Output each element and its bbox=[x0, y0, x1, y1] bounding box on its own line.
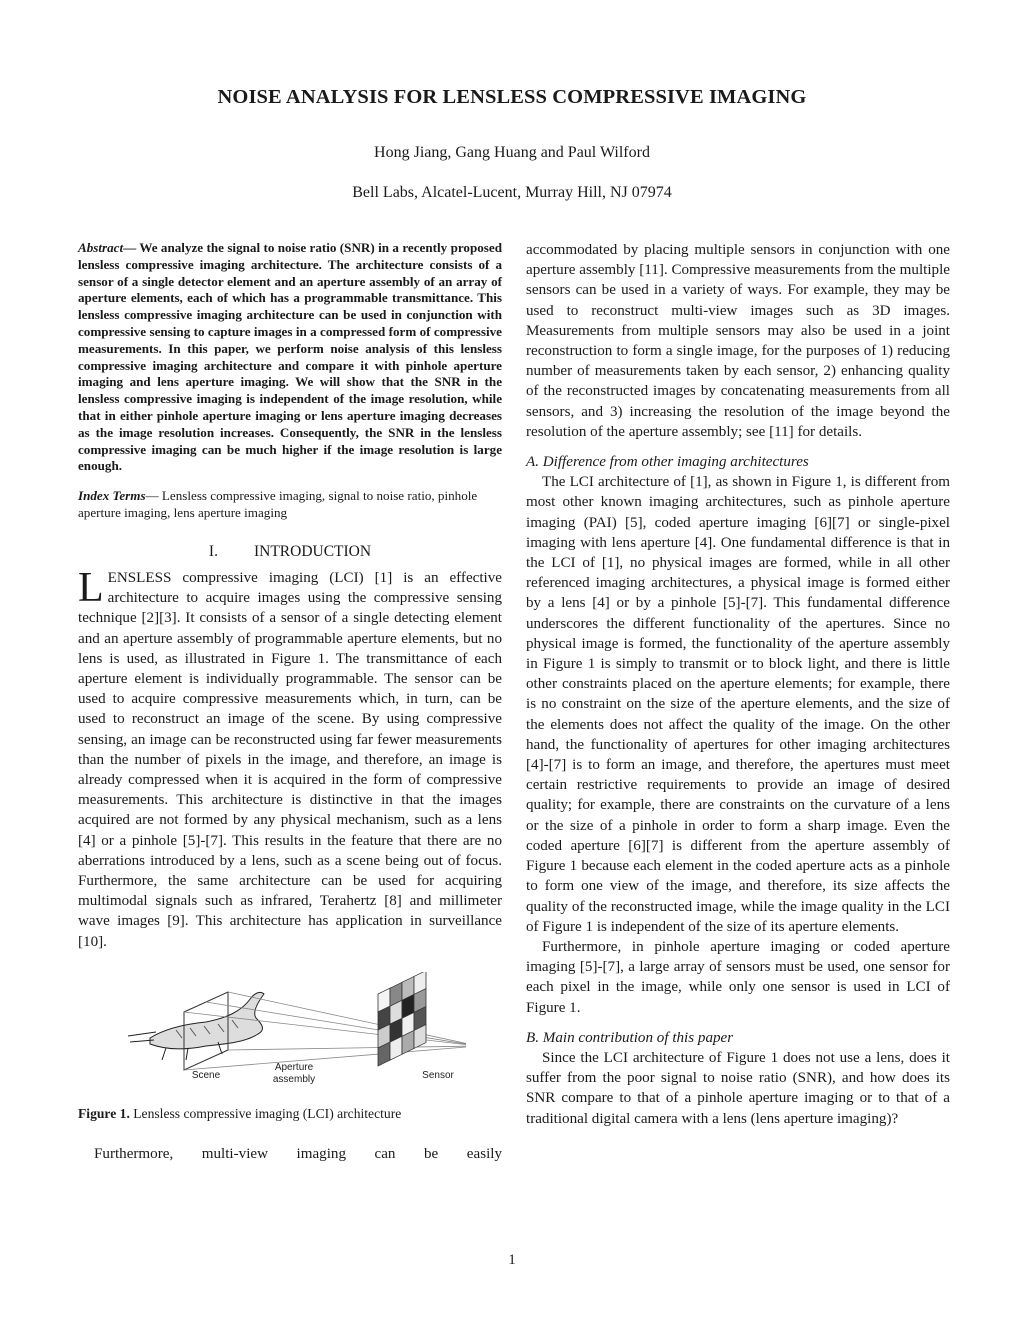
abstract bbox=[78, 240, 502, 475]
label-aperture-line2: assembly bbox=[272, 1073, 316, 1085]
label-aperture-line1: Aperture bbox=[274, 1061, 314, 1073]
figure-caption-text: Lensless compressive imaging (LCI) architecture bbox=[129, 1105, 402, 1121]
lci-architecture-diagram bbox=[126, 972, 466, 1092]
aperture-assembly bbox=[378, 972, 426, 1066]
intro-smallcaps: ENSLESS bbox=[107, 569, 172, 586]
right-column bbox=[526, 240, 950, 1129]
multiview-paragraph: accommodated by placing multiple sensors in conjunction with one aperture assembly [11]. Compressive measurements from the multiple sensors can be used in a variety of ways. For example, they may be used to reconstruct multi-view images such as 3D images. Measurements from multiple sensors may also be used in a joint reconstruction to form a single image, for the purposes of 1) reducing number of measurements taken by each sensor, 2) enhancing quality of the reconstructed images by concatenating measurements from all sensors, and 3) increasing the resolution of the image beyond the resolution of the aperture assembly; see [11] for details. bbox=[526, 242, 950, 440]
section-title: INTRODUCTION bbox=[253, 542, 372, 560]
section-heading-introduction bbox=[78, 542, 502, 562]
section-number: I. bbox=[208, 542, 218, 560]
label-sensor: Sensor bbox=[422, 1069, 454, 1081]
index-terms-lead: Index Terms bbox=[78, 488, 146, 504]
subsection-a-heading: A. Difference from other imaging architectures bbox=[526, 454, 809, 471]
intro-paragraph bbox=[78, 564, 502, 952]
page-number: 1 bbox=[508, 1252, 516, 1268]
figure-caption-label: Figure 1. bbox=[78, 1105, 130, 1121]
left-final-line: Furthermore, multi-view imaging can be easily bbox=[94, 1146, 502, 1163]
paper-title: NOISE ANALYSIS FOR LENSLESS COMPRESSIVE IMAGING bbox=[217, 86, 807, 108]
subsection-b-heading: B. Main contribution of this paper bbox=[526, 1029, 734, 1046]
intro-text: compressive imaging (LCI) [1] is an effective architecture to acquire images using the compressive sensing technique [2][3]. It consists of a sensor of a single detecting element and an aperture assembly of programmable aperture elements, but no lens is used, as illustrated in Figure 1. The transmittance of each aperture element is individually programmable. The sensor can be used to acquire compressive measurements which, in turn, can be used to reconstruct an image of the scene. By using compressive sensing, an image can be reconstructed using far fewer measurements than the number of pixels in the image, and therefore, an image is already compressed when it is acquired in the form of compressive measurements. This architecture is distinctive in that the images acquired are not formed by any physical mechanism, such as a lens [4] or a pinhole [5]-[7]. This results in the feature that there are no aberrations introduced by a lens, such as a scene being out of focus. Furthermore, the same architecture can be used for acquiring multimodal signals such as infrared, Terahertz [8] and millimeter wave images [9]. This architecture has application in surveillance [10]. bbox=[78, 569, 502, 950]
figure-caption bbox=[78, 1104, 502, 1124]
left-column bbox=[78, 240, 502, 1164]
abstract-dash: — bbox=[123, 240, 140, 255]
index-terms-dash: — bbox=[145, 488, 162, 504]
contribution-paragraph: Since the LCI architecture of Figure 1 does not use a lens, does it suffer from the poor signal to noise ratio (SNR), and how does its SNR compare to that of a pinhole aperture imaging or to that of a traditional digital camera with a lens (lens aperture imaging)? bbox=[526, 1049, 950, 1127]
index-terms-text: Lensless compressive imaging, signal to noise ratio, pinhole aperture imaging, lens aperture imaging bbox=[78, 488, 478, 520]
index-terms bbox=[78, 488, 502, 522]
drop-cap: L bbox=[78, 564, 104, 611]
affiliation: Bell Labs, Alcatel-Lucent, Murray Hill, NJ 07974 bbox=[352, 184, 672, 201]
difference-paragraph: The LCI architecture of [1], as shown in Figure 1, is different from most other known imaging architectures, such as pinhole aperture imaging (PAI) [5], coded aperture imaging [6][7] or single-pixel imaging with lens aperture [4]. One fundamental difference is that in the LCI of [1], no physical images are formed, while in all other referenced imaging architectures, a physical image is formed either by a lens [4] or by a pinhole [5]-[7]. This fundamental difference underscores the different functionality of the apertures. Since no physical image is formed, the functionality of the aperture assembly in Figure 1 is simply to transmit or to block light, and there is little other constraints placed on the aperture elements; for example, there is no constraint on the size of the aperture elements, and the size of the elements does not affect the quality of the image. On the other hand, the functionality of apertures for other imaging architectures [4]-[7] is to form an image, and therefore, the apertures must meet certain restrictive requirements to provide an image of desired quality; for example, there are constraints on the curvature of a lens or the size of a pinhole in order to form a sharp image. Even the coded aperture [6][7] is different from the aperture assembly of Figure 1 because each element in the coded aperture acts as a pinhole to form one view of the image, and therefore, its size affects the quality of the reconstructed image, while the image quality in the LCI of Figure 1 is independent of the size of its aperture elements. bbox=[526, 474, 950, 935]
figure-1 bbox=[78, 962, 502, 1102]
abstract-lead: Abstract bbox=[78, 240, 124, 255]
authors: Hong Jiang, Gang Huang and Paul Wilford bbox=[374, 144, 650, 161]
label-scene: Scene bbox=[191, 1069, 221, 1081]
abstract-text: We analyze the signal to noise ratio (SNR) in a recently proposed lensless compressive imaging architecture. The architecture consists of a sensor of a single detector element and an aperture assembly of an array of aperture elements, each of which has a programmable transmittance. This lensless compressive imaging architecture can be used in conjunction with compressive sensing to capture images in a compressed form of compressive measurements. In this paper, we perform noise analysis of this lensless compressive imaging architecture and compare it with pinhole aperture imaging and lens aperture imaging. We will show that the SNR in the lensless compressive imaging is independent of the image resolution, while that in either pinhole aperture imaging or lens aperture imaging decreases as the image resolution increases. Consequently, the SNR in the lensless compressive imaging can be much higher if the image resolution is large enough. bbox=[78, 240, 502, 474]
pinhole-paragraph: Furthermore, in pinhole aperture imaging or coded aperture imaging [5]-[7], a large array of sensors must be used, one sensor for each pixel in the image, while only one sensor is used in LCI of Figure 1. bbox=[526, 938, 950, 1016]
